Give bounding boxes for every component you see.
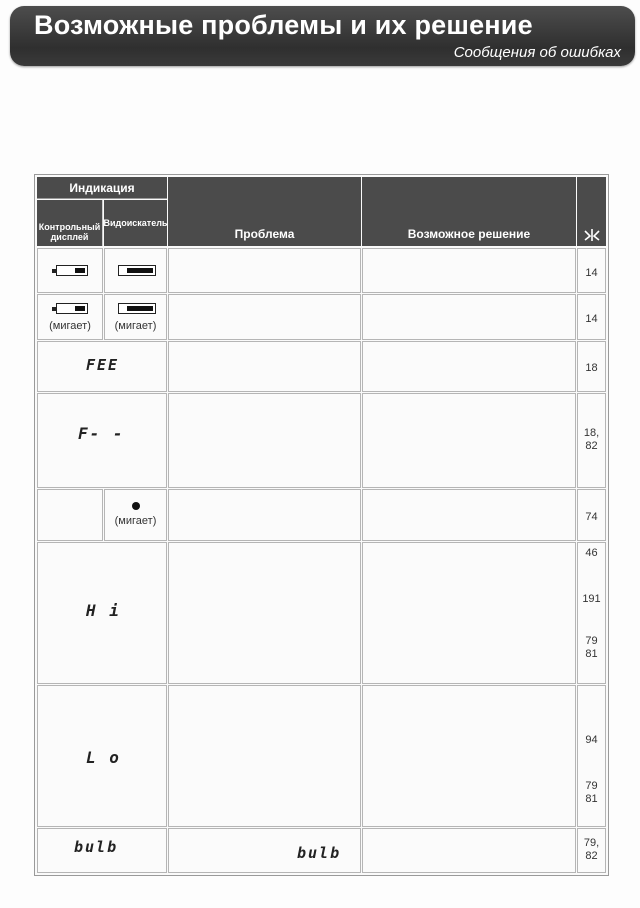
row6-pages <box>577 542 606 684</box>
indication-header <box>37 177 167 199</box>
row8-display <box>37 828 167 873</box>
row2-pages <box>577 294 606 340</box>
row6-problem <box>168 542 361 684</box>
blink-note: (мигает) <box>114 320 157 332</box>
row1-solution <box>362 248 576 293</box>
row5-solution <box>362 489 576 541</box>
page-subtitle: Сообщения об ошибках <box>453 44 621 61</box>
hi-indicator: H i <box>86 601 121 620</box>
row4-problem <box>168 393 361 488</box>
viewfinder-header-label: Видоискатель <box>103 218 168 228</box>
row8-pages <box>577 828 606 873</box>
fee-indicator: FEE <box>86 356 120 374</box>
row6-display <box>37 542 167 684</box>
page-ref: 79, <box>583 837 600 849</box>
page-ref: 14 <box>585 313 598 325</box>
lo-indicator: L o <box>86 748 121 767</box>
row2-display <box>37 294 103 340</box>
row1-viewfinder <box>104 248 167 293</box>
solution-header-label: Возможное решение <box>407 227 531 241</box>
problem-header <box>168 177 361 246</box>
row3-pages <box>577 341 606 392</box>
page-reference-icon <box>583 228 601 242</box>
row7-pages <box>577 685 606 827</box>
page-ref: 81 <box>585 793 598 805</box>
row5-pages <box>577 489 606 541</box>
row8-problem <box>168 828 361 873</box>
control-display-header-label: Контрольный дисплей <box>38 222 101 242</box>
row7-display <box>37 685 167 827</box>
row3-problem <box>168 341 361 392</box>
bulb-indicator: bulb <box>74 838 119 856</box>
page-ref: 18, <box>583 427 600 439</box>
row5-problem <box>168 489 361 541</box>
row4-pages <box>577 393 606 488</box>
page-ref: 18 <box>585 362 598 374</box>
page-ref: 82 <box>585 440 598 452</box>
page-ref: 82 <box>585 850 598 862</box>
control-display-header <box>37 200 103 246</box>
row6-solution <box>362 542 576 684</box>
row1-display <box>37 248 103 293</box>
row3-display <box>37 341 167 392</box>
battery-low-icon <box>118 265 156 276</box>
f-dash-indicator: F- - <box>78 424 125 443</box>
problem-header-label: Проблема <box>234 227 295 241</box>
page-title: Возможные проблемы и их решение <box>34 10 533 40</box>
battery-low-icon <box>118 303 156 314</box>
page-ref: 79 <box>585 635 598 647</box>
row2-viewfinder <box>104 294 167 340</box>
blink-note: (мигает) <box>114 515 157 527</box>
row2-problem <box>168 294 361 340</box>
indication-header-label: Индикация <box>69 180 135 195</box>
viewfinder-header <box>104 200 167 246</box>
row7-solution <box>362 685 576 827</box>
page-ref: 79 <box>585 780 598 792</box>
dot-icon <box>132 502 140 510</box>
row4-display <box>37 393 167 488</box>
page-ref: 46 <box>585 547 598 559</box>
header-bar <box>10 6 635 66</box>
bulb-text: bulb <box>297 844 342 862</box>
row1-pages <box>577 248 606 293</box>
row5-viewfinder <box>104 489 167 541</box>
row8-solution <box>362 828 576 873</box>
page-ref: 14 <box>585 267 598 279</box>
battery-low-icon <box>56 265 88 276</box>
row2-solution <box>362 294 576 340</box>
blink-note: (мигает) <box>49 320 91 332</box>
row4-solution <box>362 393 576 488</box>
battery-low-icon <box>56 303 88 314</box>
page-ref: 94 <box>585 734 598 746</box>
row1-problem <box>168 248 361 293</box>
solution-header <box>362 177 576 246</box>
page-ref: 81 <box>585 648 598 660</box>
row7-problem <box>168 685 361 827</box>
row3-solution <box>362 341 576 392</box>
page-header <box>577 177 606 246</box>
page-ref: 191 <box>582 593 601 605</box>
page-ref: 74 <box>585 511 598 523</box>
error-messages-table <box>34 174 609 876</box>
row5-display <box>37 489 103 541</box>
